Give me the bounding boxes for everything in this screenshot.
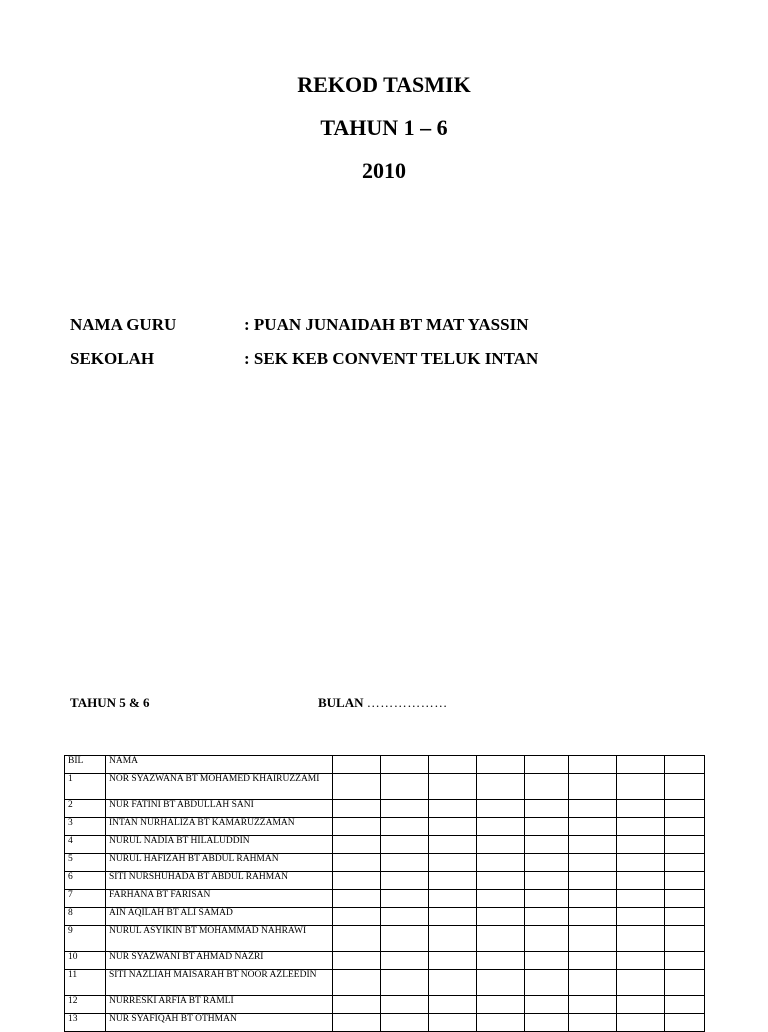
table-row — [65, 952, 705, 970]
table-row — [65, 818, 705, 836]
record-cell[interactable] — [333, 952, 381, 970]
record-cell[interactable] — [477, 952, 525, 970]
record-cell[interactable] — [429, 890, 477, 908]
record-cell[interactable] — [525, 836, 569, 854]
record-cell[interactable] — [477, 890, 525, 908]
record-cell[interactable] — [429, 1014, 477, 1032]
record-cell[interactable] — [381, 970, 429, 996]
record-cell[interactable] — [617, 926, 665, 952]
table-row — [65, 908, 705, 926]
student-name: FARHANA BT FARISAN — [106, 890, 333, 908]
record-cell[interactable] — [381, 890, 429, 908]
record-cell[interactable] — [617, 970, 665, 996]
record-cell[interactable] — [429, 756, 477, 774]
document-subtitle: TAHUN 1 – 6 — [320, 115, 448, 140]
row-number: 13 — [65, 1014, 106, 1032]
record-cell[interactable] — [665, 836, 705, 854]
record-cell[interactable] — [477, 854, 525, 872]
table-row — [65, 890, 705, 908]
row-number: 12 — [65, 996, 106, 1014]
student-name: NURUL ASYIKIN BT MOHAMMAD NAHRAWI — [106, 926, 333, 952]
record-cell[interactable] — [477, 970, 525, 996]
table-row — [65, 872, 705, 890]
record-cell[interactable] — [569, 996, 617, 1014]
record-cell[interactable] — [665, 970, 705, 996]
record-cell[interactable] — [665, 774, 705, 800]
record-cell[interactable] — [381, 872, 429, 890]
record-cell[interactable] — [477, 1014, 525, 1032]
record-cell[interactable] — [333, 908, 381, 926]
row-number: 3 — [65, 818, 106, 836]
record-cell[interactable] — [617, 890, 665, 908]
row-number: 2 — [65, 800, 106, 818]
month-label: BULAN — [318, 695, 364, 710]
student-name: NURRESKI ARFIA BT RAMLI — [106, 996, 333, 1014]
row-number: 9 — [65, 926, 106, 952]
record-cell[interactable] — [333, 818, 381, 836]
record-cell[interactable] — [333, 854, 381, 872]
row-number: 11 — [65, 970, 106, 996]
record-cell[interactable] — [429, 818, 477, 836]
row-number: 1 — [65, 774, 106, 800]
record-cell[interactable] — [333, 756, 381, 774]
record-cell[interactable] — [429, 872, 477, 890]
record-cell[interactable] — [381, 952, 429, 970]
record-cell[interactable] — [429, 996, 477, 1014]
record-cell[interactable] — [569, 818, 617, 836]
student-record-table — [64, 755, 705, 1032]
school-value: : SEK KEB CONVENT TELUK INTAN — [244, 349, 539, 368]
record-cell[interactable] — [429, 836, 477, 854]
record-cell[interactable] — [665, 996, 705, 1014]
table-row — [65, 926, 705, 952]
record-cell[interactable] — [569, 952, 617, 970]
table-header-row — [65, 756, 705, 774]
record-cell[interactable] — [477, 996, 525, 1014]
record-cell[interactable] — [333, 926, 381, 952]
table-row — [65, 996, 705, 1014]
record-cell[interactable] — [429, 854, 477, 872]
month-blank: ……………… — [366, 695, 448, 710]
record-cell[interactable] — [477, 818, 525, 836]
record-cell[interactable] — [665, 926, 705, 952]
record-cell[interactable] — [525, 818, 569, 836]
record-cell[interactable] — [617, 1014, 665, 1032]
record-cell[interactable] — [617, 952, 665, 970]
record-cell[interactable] — [617, 836, 665, 854]
record-cell[interactable] — [477, 926, 525, 952]
record-cell[interactable] — [477, 756, 525, 774]
record-cell[interactable] — [429, 952, 477, 970]
record-cell[interactable] — [665, 1014, 705, 1032]
record-cell[interactable] — [477, 836, 525, 854]
record-cell[interactable] — [381, 996, 429, 1014]
record-cell[interactable] — [617, 996, 665, 1014]
record-cell[interactable] — [381, 800, 429, 818]
record-cell[interactable] — [617, 800, 665, 818]
student-name: NUR FATINI BT ABDULLAH SANI — [106, 800, 333, 818]
record-cell[interactable] — [381, 756, 429, 774]
record-cell[interactable] — [429, 774, 477, 800]
student-name: SITI NURSHUHADA BT ABDUL RAHMAN — [106, 872, 333, 890]
record-cell[interactable] — [333, 890, 381, 908]
record-cell[interactable] — [617, 756, 665, 774]
record-cell[interactable] — [665, 818, 705, 836]
record-cell[interactable] — [525, 756, 569, 774]
record-cell[interactable] — [381, 926, 429, 952]
record-cell[interactable] — [665, 908, 705, 926]
record-cell[interactable] — [525, 854, 569, 872]
record-cell[interactable] — [665, 854, 705, 872]
record-cell[interactable] — [381, 854, 429, 872]
header-nama: NAMA — [106, 756, 333, 774]
record-cell[interactable] — [477, 774, 525, 800]
record-cell[interactable] — [381, 818, 429, 836]
record-cell[interactable] — [569, 908, 617, 926]
record-cell[interactable] — [429, 908, 477, 926]
record-cell[interactable] — [617, 908, 665, 926]
record-cell[interactable] — [569, 926, 617, 952]
teacher-label: NAMA GURU — [70, 315, 177, 334]
class-year-label: TAHUN 5 & 6 — [70, 695, 150, 710]
record-cell[interactable] — [381, 836, 429, 854]
teacher-value: : PUAN JUNAIDAH BT MAT YASSIN — [244, 315, 529, 334]
record-cell[interactable] — [569, 774, 617, 800]
student-name: NURUL HAFIZAH BT ABDUL RAHMAN — [106, 854, 333, 872]
document-title: REKOD TASMIK — [297, 72, 471, 97]
table-row — [65, 800, 705, 818]
student-name: SITI NAZLIAH MAISARAH BT NOOR AZLEEDIN — [106, 970, 333, 996]
record-cell[interactable] — [665, 890, 705, 908]
teacher-info-row — [70, 315, 528, 335]
record-cell[interactable] — [617, 818, 665, 836]
record-cell[interactable] — [333, 1014, 381, 1032]
record-cell[interactable] — [381, 908, 429, 926]
header-bil: BIL — [65, 756, 106, 774]
record-cell[interactable] — [569, 1014, 617, 1032]
record-cell[interactable] — [617, 872, 665, 890]
record-cell[interactable] — [525, 872, 569, 890]
record-cell[interactable] — [525, 774, 569, 800]
record-cell[interactable] — [477, 872, 525, 890]
record-cell[interactable] — [477, 908, 525, 926]
record-cell[interactable] — [525, 996, 569, 1014]
record-cell[interactable] — [569, 756, 617, 774]
record-cell[interactable] — [525, 1014, 569, 1032]
row-number: 10 — [65, 952, 106, 970]
record-cell[interactable] — [381, 774, 429, 800]
record-cell[interactable] — [333, 800, 381, 818]
record-cell[interactable] — [617, 774, 665, 800]
record-cell[interactable] — [525, 970, 569, 996]
row-number: 5 — [65, 854, 106, 872]
table-row — [65, 774, 705, 800]
table-row — [65, 1014, 705, 1032]
row-number: 8 — [65, 908, 106, 926]
record-cell[interactable] — [429, 800, 477, 818]
record-cell[interactable] — [665, 756, 705, 774]
document-year: 2010 — [362, 158, 406, 183]
table-row — [65, 970, 705, 996]
record-cell[interactable] — [381, 1014, 429, 1032]
student-name: NUR SYAZWANI BT AHMAD NAZRI — [106, 952, 333, 970]
student-name: NURUL NADIA BT HILALUDDIN — [106, 836, 333, 854]
record-cell[interactable] — [665, 800, 705, 818]
record-cell[interactable] — [665, 952, 705, 970]
school-label: SEKOLAH — [70, 349, 155, 368]
student-name: NUR SYAFIQAH BT OTHMAN — [106, 1014, 333, 1032]
row-number: 6 — [65, 872, 106, 890]
record-cell[interactable] — [429, 926, 477, 952]
school-info-row — [70, 349, 538, 369]
row-number: 7 — [65, 890, 106, 908]
record-cell[interactable] — [477, 800, 525, 818]
record-cell[interactable] — [569, 970, 617, 996]
table-body — [65, 756, 705, 1032]
record-cell[interactable] — [333, 970, 381, 996]
record-cell[interactable] — [569, 854, 617, 872]
record-cell[interactable] — [569, 872, 617, 890]
record-cell[interactable] — [525, 908, 569, 926]
record-cell[interactable] — [525, 952, 569, 970]
row-number: 4 — [65, 836, 106, 854]
record-cell[interactable] — [525, 800, 569, 818]
student-name: INTAN NURHALIZA BT KAMARUZZAMAN — [106, 818, 333, 836]
table-row — [65, 836, 705, 854]
record-cell[interactable] — [333, 836, 381, 854]
record-cell[interactable] — [333, 996, 381, 1014]
student-name: AIN AQILAH BT ALI SAMAD — [106, 908, 333, 926]
record-cell[interactable] — [569, 890, 617, 908]
record-cell[interactable] — [525, 890, 569, 908]
record-cell[interactable] — [333, 774, 381, 800]
record-cell[interactable] — [333, 872, 381, 890]
student-name: NOR SYAZWANA BT MOHAMED KHAIRUZZAMI — [106, 774, 333, 800]
record-cell[interactable] — [569, 836, 617, 854]
record-cell[interactable] — [429, 970, 477, 996]
month-field — [318, 695, 448, 711]
record-cell[interactable] — [665, 872, 705, 890]
record-cell[interactable] — [617, 854, 665, 872]
table-row — [65, 854, 705, 872]
record-cell[interactable] — [525, 926, 569, 952]
record-cell[interactable] — [569, 800, 617, 818]
